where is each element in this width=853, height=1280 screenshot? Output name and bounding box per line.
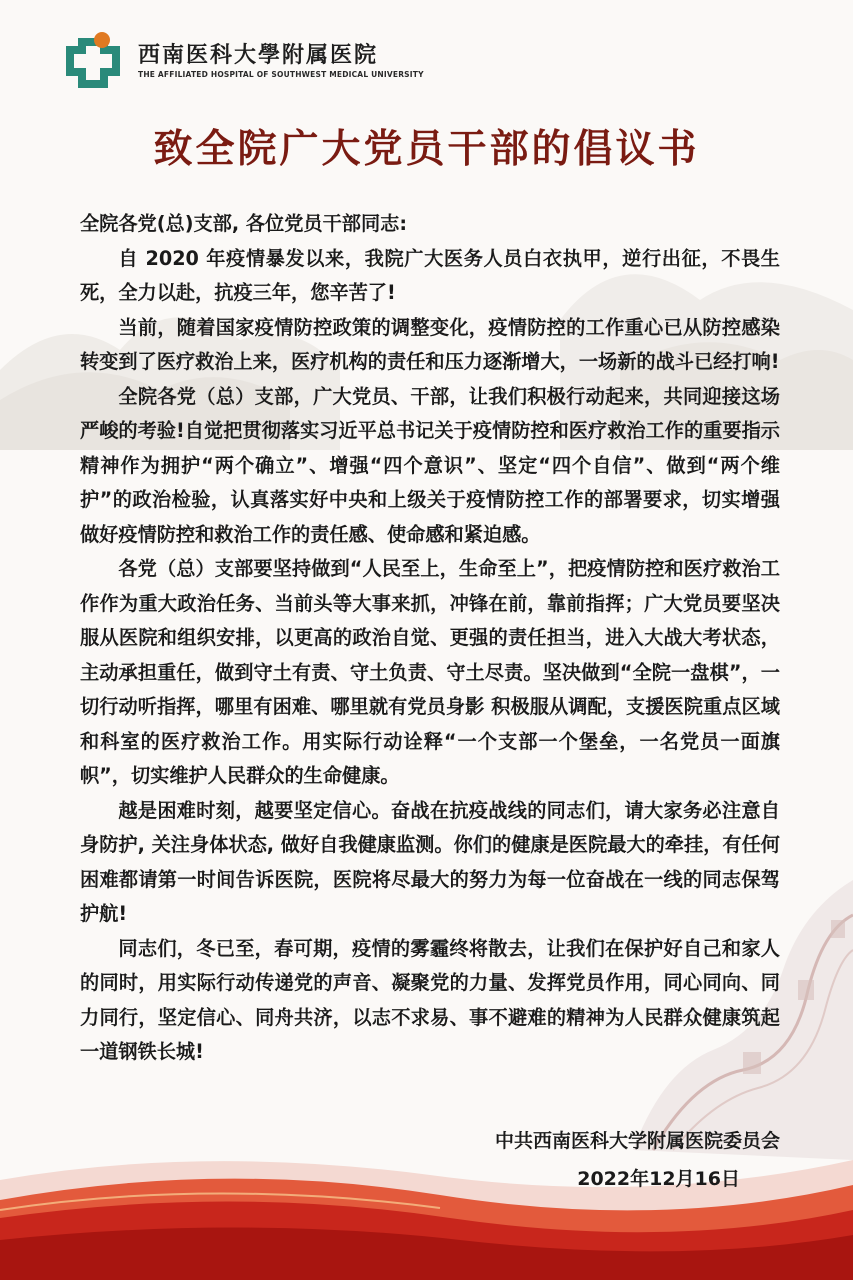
hospital-name-cn: 西南医科大學附属医院 bbox=[138, 42, 379, 68]
paragraph: 自 2020 年疫情暴发以来，我院广大医务人员白衣执甲，逆行出征，不畏生死，全力以赴，抗疫三年，您辛苦了! bbox=[80, 246, 780, 304]
salutation: 全院各党(总)支部, 各位党员干部同志: bbox=[80, 212, 407, 235]
paragraph: 越是困难时刻，越要坚定信心。奋战在抗疫战线的同志们，请大家务必注意自身防护, 关注身体状态, 做好自我健康监测。你们的健康是医院最大的牵挂，有任何困难都请第一时间告诉医院，医院将尽最大的努力为每一位奋战在一线的同志保驾护航! bbox=[80, 798, 780, 925]
document-title: 致全院广大党员干部的倡议书 bbox=[153, 127, 700, 172]
signature-org: 中共西南医科大学附属医院委员会 bbox=[494, 1130, 780, 1152]
paragraph: 同志们，冬已至，春可期，疫情的雾霾终将散去，让我们在保护好自己和家人的同时，用实际行动传递党的声音、凝聚党的力量、发挥党员作用，同心同向、同力同行，坚定信心、同舟共济，以志不求易、事不避难的精神为人民群众健康筑起一道钢铁长城! bbox=[80, 936, 780, 1063]
signature-block bbox=[420, 1122, 780, 1198]
paragraph: 全院各党（总）支部，广大党员、干部，让我们积极行动起来，共同迎接这场严峻的考验!自觉把贯彻落实习近平总书记关于疫情防控和医疗救治工作的重要指示精神作为拥护“两个确立”、增强“四个意识”、坚定“四个自信”、做到“两个维护”的政治检验，认真落实好中央和上级关于疫情防控工作的部署要求，切实增强做好疫情防控和救治工作的责任感、使命感和紧迫感。 bbox=[80, 384, 780, 546]
paragraph: 各党（总）支部要坚持做到“人民至上，生命至上”，把疫情防控和医疗救治工作作为重大政治任务、当前头等大事来抓，冲锋在前，靠前指挥；广大党员要坚决服从医院和组织安排，以更高的政治自觉、更强的责任担当，进入大战大考状态，主动承担重任，做到守土有责、守土负责、守土尽责。坚决做到“全院一盘棋”，一切行动听指挥，哪里有困难、哪里就有党员身影 积极服从调配，支援医院重点区域和科室的医疗救治工作。用实际行动诠释“一个支部一个堡垒，一名党员一面旗帜”，切实维护人民群众的生命健康。 bbox=[80, 557, 780, 787]
signature-date: 2022年12月16日 bbox=[577, 1168, 740, 1190]
hospital-cross-logo-icon bbox=[62, 30, 124, 92]
hospital-name-en: THE AFFILIATED HOSPITAL OF SOUTHWEST MEDICAL UNIVERSITY bbox=[138, 70, 424, 79]
paragraph: 当前，随着国家疫情防控政策的调整变化，疫情防控的工作重心已从防控感染转变到了医疗救治上来，医疗机构的责任和压力逐渐增大，一场新的战斗已经打响! bbox=[80, 315, 780, 373]
document-body bbox=[80, 207, 780, 1070]
